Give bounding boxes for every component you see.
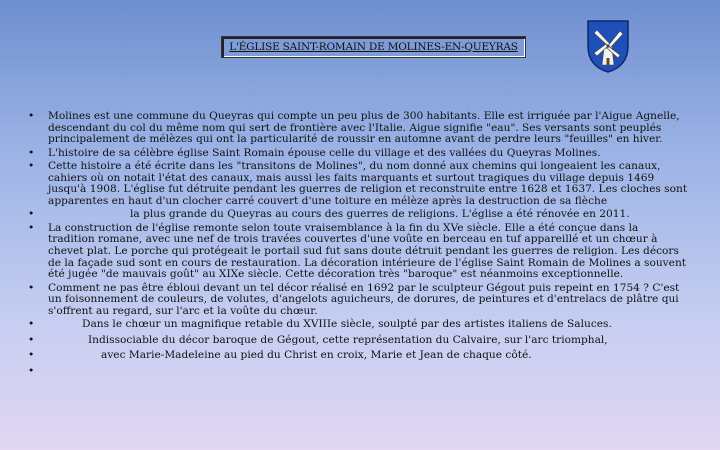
coat-of-arms-windmill-icon	[585, 18, 631, 74]
list-item	[28, 335, 688, 347]
paragraph-construction: La construction de l'église remonte selon toute vraisemblance à la fin du XVe siècle. Elle a été conçue dans la tradition romane, avec une nef de trois travées couvertes d'une voûte en berceau en tuf appareillé et un chœur à chevet plat. Le porche qui protégeait le portail sud fut sans doute détruit pendant les guerres de religion. Les décors de la façade sud sont en cours de restauration. La décoration intérieure de l'église Saint Romain de Molines a souvent été jugée "de mauvais goût" au XIXe siècle. Cette décoration très "baroque" est néanmoins exceptionnelle.	[48, 221, 687, 281]
paragraph-intro: Molines est une commune du Queyras qui compte un peu plus de 300 habitants. Elle est irriguée par l'Aigue Agnelle, descendant du col du même nom qui sert de frontière avec l'Italie. Aigue signifie "eau". Ses versants sont peuplés principalement de mélèzes qui ont la particularité de roussir en automne avant de perdre leurs "feuilles" en hiver.	[48, 110, 680, 146]
list-item	[28, 319, 688, 331]
bullet: •	[28, 110, 35, 122]
list-item	[28, 350, 688, 362]
page-title: L'ÉGLISE SAINT-ROMAIN DE MOLINES-EN-QUEYRAS	[229, 41, 518, 53]
bullet: •	[28, 318, 35, 331]
list-item	[28, 223, 688, 281]
paragraph-decor: Comment ne pas être ébloui devant un tel décor réalisé en 1692 par le sculpteur Gégout puis repeint en 1754 ? C'est un foisonnement de couleurs, de volutes, d'angelots aguicheurs, de dorures, de peintures et d'entrelacs de plâtre qui s'offrent au regard, sur l'arc et la voûte du chœur.	[48, 281, 680, 317]
bullet: •	[28, 208, 35, 221]
list-item	[28, 148, 688, 160]
paragraph-calvaire: Indissociable du décor baroque de Gégout, cette représentation du Calvaire, sur l'arc triomphal,	[88, 333, 608, 346]
list-item	[28, 209, 688, 221]
paragraph-renovation: la plus grande du Queyras au cours des guerres de religions. L'église a été rénovée en 2011.	[130, 208, 630, 221]
paragraph-transitons: Cette histoire a été écrite dans les "transitons de Molines", du nom donné aux chemins qui longeaient les canaux, cahiers où on notait l'état des canaux, mais aussi les faits marquants et surtout tragiques du village depuis 1469 jusqu'à 1908. L'église fut détruite pendant les guerres de religion et reconstruite entre 1628 et 1637. Les cloches sont apparentes en haut d'un clocher carré couvert d'une toiture en mélèze après la destruction de sa flèche	[48, 160, 688, 207]
bullet: •	[28, 281, 35, 294]
paragraph-marie: avec Marie-Madeleine au pied du Christ en croix, Marie et Jean de chaque côté.	[101, 349, 532, 362]
bullet: •	[28, 146, 35, 159]
bullet: •	[28, 221, 35, 234]
paragraph-history: L'histoire de sa célèbre église Saint Romain épouse celle du village et des vallées du Queyras Molines.	[48, 146, 601, 159]
title-box	[221, 36, 526, 58]
list-item	[28, 366, 688, 378]
list-item	[28, 111, 688, 146]
bullet: •	[28, 364, 35, 377]
article-body	[28, 111, 688, 377]
bullet: •	[28, 333, 35, 346]
bullet: •	[28, 349, 35, 362]
paragraph-empty	[48, 366, 688, 378]
list-item	[28, 283, 688, 318]
list-item	[28, 161, 688, 207]
bullet: •	[28, 160, 35, 173]
paragraph-retable: Dans le chœur un magnifique retable du XVIIIe siècle, soulpté par des artistes italiens de Saluces.	[82, 318, 612, 331]
